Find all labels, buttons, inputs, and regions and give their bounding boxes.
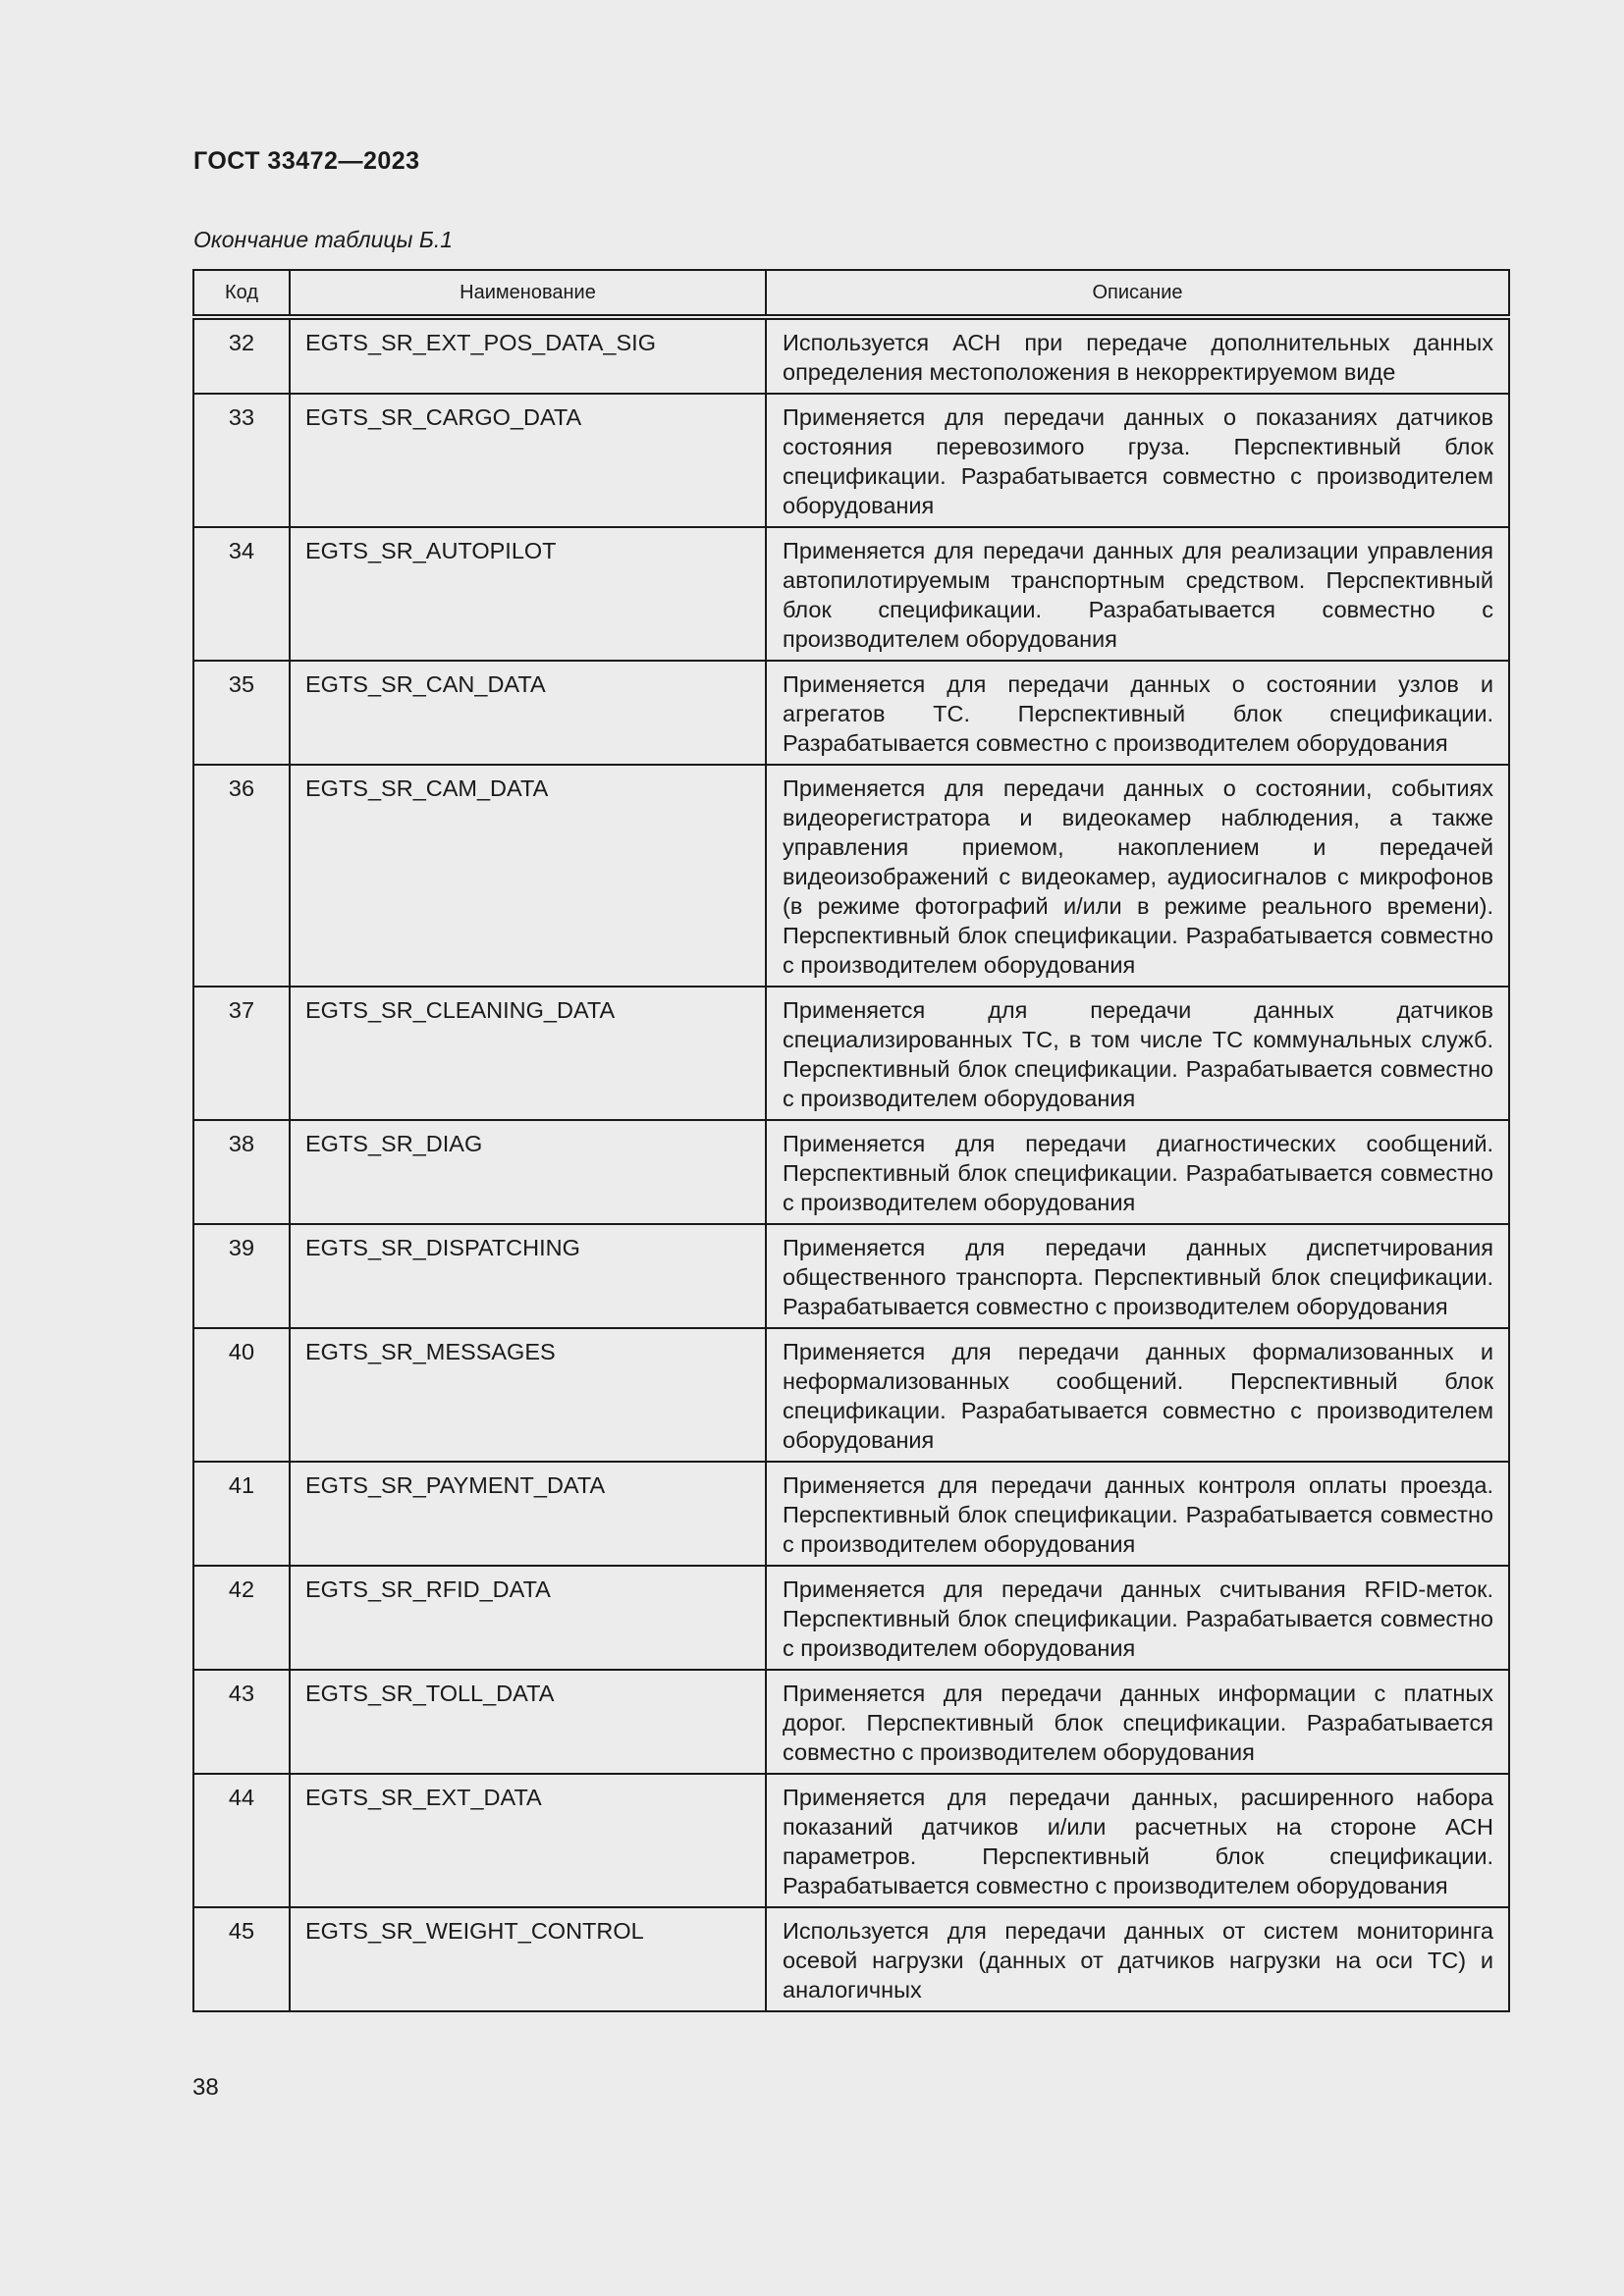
- table-row: [193, 1774, 1509, 1907]
- table-row: [193, 1670, 1509, 1774]
- table-row: [193, 987, 1509, 1120]
- row-name: EGTS_SR_DISPATCHING: [290, 1224, 766, 1328]
- row-name: EGTS_SR_AUTOPILOT: [290, 527, 766, 661]
- row-description: Применяется для передачи данных формализованных и неформализованных сообщений. Перспективный блок спецификации. Разрабатывается совместно с производителем оборудования: [766, 1328, 1509, 1462]
- row-description: Применяется для передачи данных датчиков специализированных ТС, в том числе ТС коммунальных служб. Перспективный блок спецификации. Разрабатывается совместно с производителем оборудования: [766, 987, 1509, 1120]
- row-name: EGTS_SR_WEIGHT_CONTROL: [290, 1907, 766, 2011]
- row-name: EGTS_SR_CLEANING_DATA: [290, 987, 766, 1120]
- table-header-row: [193, 270, 1509, 317]
- row-name: EGTS_SR_TOLL_DATA: [290, 1670, 766, 1774]
- row-description: Используется АСН при передаче дополнительных данных определения местоположения в некорректируемом виде: [766, 317, 1509, 394]
- table-row: [193, 1462, 1509, 1566]
- row-code: 42: [193, 1566, 290, 1670]
- document-code-header: ГОСТ 33472—2023: [193, 147, 420, 175]
- row-code: 34: [193, 527, 290, 661]
- table-caption: Окончание таблицы Б.1: [193, 227, 454, 252]
- data-table: [192, 269, 1510, 2012]
- table-container: [192, 269, 1508, 2012]
- table-row: [193, 765, 1509, 987]
- row-name: EGTS_SR_CAN_DATA: [290, 661, 766, 765]
- row-description: Используется для передачи данных от систем мониторинга осевой нагрузки (данных от датчиков нагрузки на оси ТС) и аналогичных: [766, 1907, 1509, 2011]
- table-row: [193, 527, 1509, 661]
- row-code: 43: [193, 1670, 290, 1774]
- row-description: Применяется для передачи данных информации с платных дорог. Перспективный блок спецификации. Разрабатывается совместно с производителем оборудования: [766, 1670, 1509, 1774]
- row-description: Применяется для передачи данных, расширенного набора показаний датчиков и/или расчетных на стороне АСН параметров. Перспективный блок спецификации. Разрабатывается совместно с производителем оборудования: [766, 1774, 1509, 1907]
- row-description: Применяется для передачи данных считывания RFID-меток. Перспективный блок спецификации. Разрабатывается совместно с производителем оборудования: [766, 1566, 1509, 1670]
- row-code: 35: [193, 661, 290, 765]
- row-code: 40: [193, 1328, 290, 1462]
- column-header-description: Описание: [766, 270, 1509, 317]
- row-code: 41: [193, 1462, 290, 1566]
- row-description: Применяется для передачи данных для реализации управления автопилотируемым транспортным средством. Перспективный блок спецификации. Разрабатывается совместно с производителем оборудования: [766, 527, 1509, 661]
- table-row: [193, 394, 1509, 527]
- row-code: 45: [193, 1907, 290, 2011]
- table-row: [193, 1907, 1509, 2011]
- row-code: 38: [193, 1120, 290, 1224]
- row-name: EGTS_SR_CAM_DATA: [290, 765, 766, 987]
- row-name: EGTS_SR_CARGO_DATA: [290, 394, 766, 527]
- row-description: Применяется для передачи данных диспетчирования общественного транспорта. Перспективный блок спецификации. Разрабатывается совместно с производителем оборудования: [766, 1224, 1509, 1328]
- row-code: 33: [193, 394, 290, 527]
- row-description: Применяется для передачи данных контроля оплаты проезда. Перспективный блок спецификации. Разрабатывается совместно с производителем оборудования: [766, 1462, 1509, 1566]
- table-row: [193, 1566, 1509, 1670]
- row-code: 44: [193, 1774, 290, 1907]
- table-row: [193, 1120, 1509, 1224]
- row-code: 39: [193, 1224, 290, 1328]
- row-name: EGTS_SR_PAYMENT_DATA: [290, 1462, 766, 1566]
- column-header-name: Наименование: [290, 270, 766, 317]
- row-name: EGTS_SR_MESSAGES: [290, 1328, 766, 1462]
- table-row: [193, 1328, 1509, 1462]
- row-description: Применяется для передачи диагностических сообщений. Перспективный блок спецификации. Разрабатывается совместно с производителем оборудования: [766, 1120, 1509, 1224]
- row-description: Применяется для передачи данных о показаниях датчиков состояния перевозимого груза. Перспективный блок спецификации. Разрабатывается совместно с производителем оборудования: [766, 394, 1509, 527]
- row-description: Применяется для передачи данных о состоянии, событиях видеорегистратора и видеокамер наблюдения, а также управления приемом, накоплением и передачей видеоизображений с видеокамер, аудиосигналов с микрофонов (в режиме фотографий и/или в режиме реального времени). Перспективный блок спецификации. Разрабатывается совместно с производителем оборудования: [766, 765, 1509, 987]
- row-name: EGTS_SR_EXT_POS_DATA_SIG: [290, 317, 766, 394]
- column-header-code: Код: [193, 270, 290, 317]
- row-name: EGTS_SR_DIAG: [290, 1120, 766, 1224]
- row-code: 37: [193, 987, 290, 1120]
- row-code: 36: [193, 765, 290, 987]
- row-name: EGTS_SR_EXT_DATA: [290, 1774, 766, 1907]
- row-description: Применяется для передачи данных о состоянии узлов и агрегатов ТС. Перспективный блок спецификации. Разрабатывается совместно с производителем оборудования: [766, 661, 1509, 765]
- table-row: [193, 317, 1509, 394]
- table-row: [193, 661, 1509, 765]
- page-number: 38: [192, 2074, 219, 2101]
- row-code: 32: [193, 317, 290, 394]
- table-row: [193, 1224, 1509, 1328]
- row-name: EGTS_SR_RFID_DATA: [290, 1566, 766, 1670]
